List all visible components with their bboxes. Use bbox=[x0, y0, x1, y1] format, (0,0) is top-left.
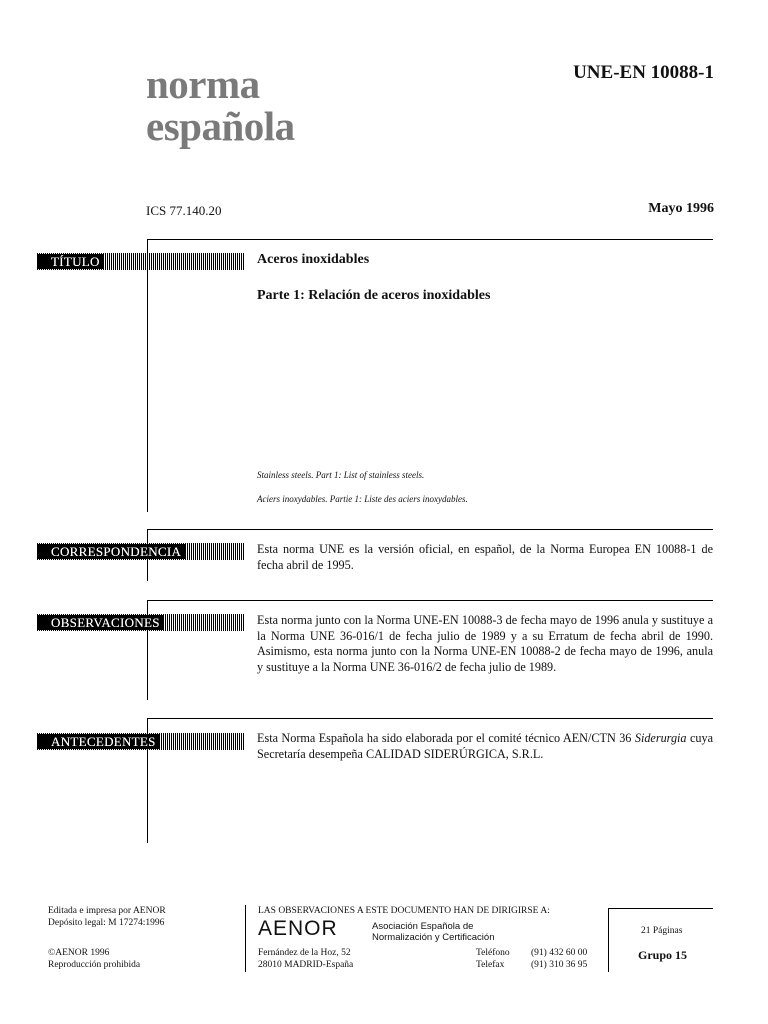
label-correspondencia bbox=[37, 543, 245, 560]
document-subtitle: Parte 1: Relación de aceros inoxidables bbox=[257, 288, 491, 303]
ics-code: ICS 77.140.20 bbox=[146, 203, 222, 218]
label-antecedentes-text: ANTECEDENTES bbox=[37, 734, 160, 749]
footer-fax: (91) 310 36 95 bbox=[531, 960, 588, 970]
label-titulo-text: TÍTULO bbox=[37, 254, 104, 269]
footer-edited: Editada e impresa por AENOR bbox=[48, 906, 166, 916]
title-french: Aciers inoxydables. Partie 1: Liste des aciers inoxydables. bbox=[257, 494, 468, 504]
footer-deposit: Depósito legal: M 17274:1996 bbox=[48, 918, 165, 928]
section-vertical-rule bbox=[147, 239, 148, 512]
aenor-org-line-2: Normalización y Certificación bbox=[372, 932, 495, 943]
page-count: 21 Páginas bbox=[641, 926, 683, 936]
label-correspondencia-text: CORRESPONDENCIA bbox=[37, 544, 185, 559]
section-divider bbox=[147, 529, 713, 530]
antecedentes-text-part1: Esta Norma Española ha sido elaborada por el comité técnico AEN/CTN 36 bbox=[257, 731, 635, 745]
antecedentes-text-part2: cuya Secretaría desempeña CALIDAD SIDERÚRGICA, S.R.L. bbox=[257, 731, 713, 761]
footer-observations-header: LAS OBSERVACIONES A ESTE DOCUMENTO HAN DE DIRIGIRSE A: bbox=[258, 906, 550, 916]
aenor-logo: AENOR bbox=[258, 917, 338, 940]
observaciones-text: Esta norma junto con la Norma UNE-EN 10088-3 de fecha mayo de 1996 anula y sustituye a la Norma UNE 36-016/1 de fecha julio de 1989 y a su Erratum de fecha abril de 1990. Asimismo, esta norma junto con la Norma UNE-EN 10088-2 de fecha mayo de 1996, anula y sustituye a la Norma UNE 36-016/2 de fecha julio de 1989. bbox=[257, 613, 713, 674]
brand-line-1: norma bbox=[146, 61, 260, 107]
footer-divider bbox=[245, 905, 246, 972]
label-titulo bbox=[37, 253, 245, 270]
aenor-org-line-1: Asociación Española de bbox=[372, 921, 474, 932]
publication-date: Mayo 1996 bbox=[648, 201, 714, 216]
section-divider bbox=[147, 718, 713, 719]
footer-reproduction: Reproducción prohibida bbox=[48, 960, 141, 970]
document-title: Aceros inoxidables bbox=[257, 252, 370, 267]
footer-box-left bbox=[608, 908, 609, 972]
price-group: Grupo 15 bbox=[638, 948, 688, 962]
label-antecedentes bbox=[37, 733, 245, 750]
section-divider bbox=[147, 239, 713, 240]
brand-line-2: española bbox=[146, 103, 295, 149]
section-divider bbox=[147, 600, 713, 601]
footer-phone-label: Teléfono bbox=[476, 948, 510, 958]
standard-code: UNE-EN 10088-1 bbox=[573, 62, 714, 83]
title-english: Stainless steels. Part 1: List of stainless steels. bbox=[257, 470, 425, 480]
footer-phone: (91) 432 60 00 bbox=[531, 948, 588, 958]
antecedentes-committee-name: Siderurgia bbox=[634, 731, 687, 745]
footer-address-2: 28010 MADRID-España bbox=[258, 960, 354, 970]
antecedentes-text bbox=[257, 731, 713, 762]
label-observaciones bbox=[37, 614, 245, 631]
footer-fax-label: Telefax bbox=[476, 960, 505, 970]
footer-box-top bbox=[608, 908, 713, 909]
footer-address-1: Fernández de la Hoz, 52 bbox=[258, 948, 351, 958]
correspondencia-text: Esta norma UNE es la versión oficial, en español, de la Norma Europea EN 10088-1 de fecha abril de 1995. bbox=[257, 542, 713, 572]
footer-copyright: ©AENOR 1996 bbox=[48, 948, 110, 958]
label-observaciones-text: OBSERVACIONES bbox=[37, 615, 164, 630]
